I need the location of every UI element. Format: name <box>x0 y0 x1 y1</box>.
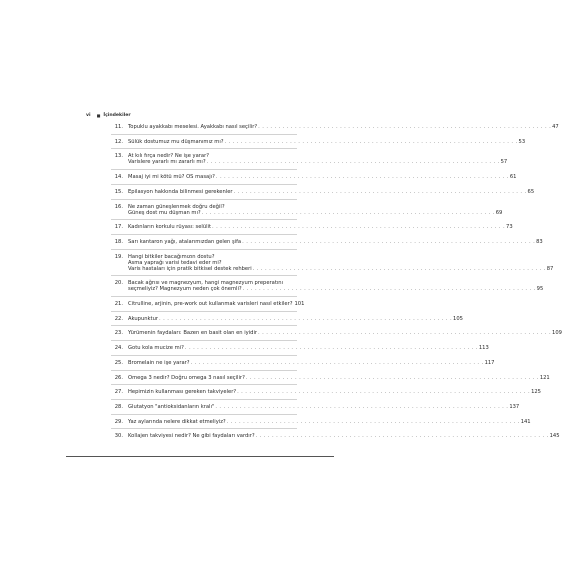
toc-entry-number: 28. <box>114 403 123 410</box>
toc-entry-title: Kadınların korkulu rüyası: selülit <box>128 224 212 231</box>
toc-entry-page: 53 <box>518 138 526 145</box>
toc-entry-number: 22. <box>114 315 123 322</box>
toc-entry-number: 23. <box>114 330 123 337</box>
toc-entry <box>111 188 535 195</box>
toc-entry-number: 13. <box>114 153 123 160</box>
toc-entry-title: Hepimizin kullanması gereken takviyeler? <box>128 389 237 396</box>
toc-entry-number: 16. <box>114 203 123 210</box>
separator-line <box>111 414 297 415</box>
page-number: vi <box>86 112 91 118</box>
toc-entry-number: 19. <box>114 253 123 260</box>
toc-entry-page: 69 <box>495 209 503 216</box>
toc-entry-number: 12. <box>114 138 123 145</box>
separator-line <box>111 134 297 135</box>
separator-line <box>111 311 297 312</box>
toc-entry-title: Epilasyon hakkında bilinmesi gerekenler <box>128 188 233 195</box>
toc-entry-number: 21. <box>114 301 123 307</box>
toc-entry-page: 101 <box>294 301 305 307</box>
square-bullet-icon: ■ <box>96 112 101 118</box>
toc-entry-number: 20. <box>114 280 123 287</box>
dot-leader: . . . . . . . . . . . . . . . . . . . . . . . . . . . . . . . . . . . . . . . . . . . . . . . . . . . . . . . . . . . . . . . . . . . . . . . . <box>252 265 546 272</box>
toc-entry-number: 29. <box>114 418 123 425</box>
toc-entry <box>111 374 550 381</box>
toc-entry-page: 87 <box>546 265 554 272</box>
toc-entry-page: 57 <box>500 159 508 166</box>
dot-leader: . . . . . . . . . . . . . . . . . . . . . . . . . . . . . . . . . . . . . . . . . . . . . . . . . . . . . . . . . . . . . . . . . . . . . . . . <box>258 124 552 130</box>
toc-entry <box>111 253 554 272</box>
toc-entry-title: At kılı fırça nedir? Ne işe yarar? <box>128 153 209 160</box>
dot-leader: . . . . . . . . . . . . . . . . . . . . . . . . . . . . . . . . . . . . . . . . . . . . . . . . . . . . . . . . . . . . . . . . . . . . . . . . <box>242 286 536 293</box>
toc-entry-page: 117 <box>484 359 495 366</box>
toc-entry-number: 27. <box>114 389 123 396</box>
dot-leader: . . . . . . . . . . . . . . . . . . . . . . . . . . . . . . . . . . . . . . . . . . . . . . . . . . . . . . . . . . . . . . . . . . . . . . . . <box>159 315 453 322</box>
toc-entry-title: Gotu kola mucize mi? <box>128 345 184 352</box>
dot-leader: . . . . . . . . . . . . . . . . . . . . . . . . . . . . . . . . . . . . . . . . . . . . . . . . . . . . . . . . . . . . . . . . . . . . . . . . <box>237 389 531 396</box>
toc-entry-title: Asma yaprağı varisi tedavi eder mi? <box>128 259 222 266</box>
separator-line <box>111 275 297 276</box>
toc-entry-number: 24. <box>114 345 123 352</box>
toc-entry <box>111 280 544 293</box>
separator-line <box>111 399 297 400</box>
toc-entry-title: Glutatyon "antioksidanların kralı" <box>128 403 215 410</box>
toc-entry-page: 137 <box>509 403 520 410</box>
toc-entry-number: 11. <box>114 124 123 130</box>
toc-entry-title: Akupunktur <box>128 315 159 322</box>
toc-entry-number: 26. <box>114 374 123 381</box>
toc-entry <box>111 124 559 130</box>
toc-entry <box>111 345 489 352</box>
separator-line <box>111 384 297 385</box>
separator-line <box>111 148 297 149</box>
toc-entry <box>111 403 520 410</box>
dot-leader: . . . . . . . . . . . . . . . . . . . . . . . . . . . . . . . . . . . . . . . . . . . . . . . . . . . . . . . . . . . . . . . . . . . . . . . . <box>245 374 539 381</box>
toc-entry-title: Ne zaman güneşlenmek doğru değil? <box>128 203 225 210</box>
toc-entry <box>111 203 503 216</box>
running-header <box>86 110 131 120</box>
toc-entry-page: 47 <box>552 124 559 130</box>
dot-leader: . . . . . . . . . . . . . . . . . . . . . . . . . . . . . . . . . . . . . . . . . . . . . . . . . . . . . . . . . . . . . . . . . . . . . . . . <box>224 138 518 145</box>
toc-entry-number: 14. <box>114 174 123 181</box>
dot-leader: . . . . . . . . . . . . . . . . . . . . . . . . . . . . . . . . . . . . . . . . . . . . . . . . . . . . . . . . . . . . . . . . . . . . . . . . <box>206 159 500 166</box>
toc-entry-number: 17. <box>114 224 123 231</box>
dot-leader: . . . . . . . . . . . . . . . . . . . . . . . . . . . . . . . . . . . . . . . . . . . . . . . . . . . . . . . . . . . . . . . . . . . . . . . . <box>212 224 506 231</box>
toc-entry-page: 65 <box>527 188 535 195</box>
separator-line <box>111 184 297 185</box>
toc-entry-page: 105 <box>453 315 463 322</box>
dot-leader: . . . . . . . . . . . . . . . . . . . . . . . . . . . . . . . . . . . . . . . . . . . . . . . . . . . . . . . . . . . . . . . . . . . . . . . . <box>255 433 549 440</box>
dot-leader: . . . . . . . . . . . . . . . . . . . . . . . . . . . . . . . . . . . . . . . . . . . . . . . . . . . . . . . . . . . . . . . . . . . . . . . . <box>215 174 509 181</box>
toc-entry <box>111 418 531 425</box>
separator-line <box>111 296 297 297</box>
toc-entry <box>111 359 495 366</box>
separator-line <box>111 355 297 356</box>
toc-entry <box>111 138 526 145</box>
toc-entry-title: Bacak ağrısı ve magnezyum, hangi magnezyum preperatını <box>128 280 284 287</box>
toc-entry <box>111 301 305 307</box>
section-title: İçindekiler <box>103 112 131 118</box>
toc-entry <box>111 153 508 166</box>
toc-entry-title: Yaz aylarında nelere dikkat etmeliyiz? <box>128 418 226 425</box>
separator-line <box>111 199 297 200</box>
toc-entry-title: Topuklu ayakkabı meselesi. Ayakkabı nasıl seçilir? <box>128 124 258 130</box>
dot-leader: . . . . . . . . . . . . . . . . . . . . . . . . . . . . . . . . . . . . . . . . . . . . . . . . . . . . . . . . . . . . . . . . . . . . . . . . <box>201 209 495 216</box>
toc-entry-title: Kollajen takviyesi nedir? Ne gibi faydaları vardır? <box>128 433 255 440</box>
dot-leader: . . . . . . . . . . . . . . . . . . . . . . . . . . . . . . . . . . . . . . . . . . . . . . . . . . . . . . . . . . . . . . . . . . . . . . . . <box>215 403 509 410</box>
footer-rule <box>66 456 334 457</box>
toc-entry <box>111 433 560 440</box>
toc-entry-title: Omega 3 nedir? Doğru omega 3 nasıl seçilir? <box>128 374 245 381</box>
toc-entry <box>111 238 543 245</box>
toc-entry-page: 83 <box>536 238 543 245</box>
toc-entry-title: Yürümenin faydaları: Bazen en basit olan en iyidir <box>128 330 258 337</box>
dot-leader: . . . . . . . . . . . . . . . . . . . . . . . . . . . . . . . . . . . . . . . . . . . . . . . . . . . . . . . . . . . . . . . . . . . . . . . . <box>226 418 520 425</box>
toc-entry-title: Sülük dostumuz mu düşmanımız mı? <box>128 138 224 145</box>
toc-entry-title: Sarı kantaron yağı, atalarımızdan gelen şifa <box>128 238 242 245</box>
toc-entry-page: 145 <box>549 433 560 440</box>
toc-entry-number: 18. <box>114 238 123 245</box>
separator-line <box>111 169 297 170</box>
toc-entry-title: Citrulline, arjinin, pre-work out kullanmak varisleri nasıl etkiler? <box>128 301 293 307</box>
toc-entry-page: 95 <box>536 286 544 293</box>
toc-entry <box>111 174 517 181</box>
toc-entry-title: Hangi bitkiler bacağımızın dostu? <box>128 253 215 260</box>
toc-entry-title: Güneş dost mu düşman mı? <box>128 209 201 216</box>
toc-entry <box>111 315 463 322</box>
toc-entry <box>111 330 562 337</box>
dot-leader: . . . . . . . . . . . . . . . . . . . . . . . . . . . . . . . . . . . . . . . . . . . . . . . . . . . . . . . . . . . . . . . . . . . . . . . . <box>184 345 478 352</box>
dot-leader: . . . . . . . . . . . . . . . . . . . . . . . . . . . . . . . . . . . . . . . . . . . . . . . . . . . . . . . . . . . . . . . . . . . . . . . . <box>258 330 552 337</box>
toc-entry-title: Varislere yararlı mı zararlı mı? <box>128 159 206 166</box>
separator-line <box>111 370 297 371</box>
dot-leader: . . . . . . . . . . . . . . . . . . . . . . . . . . . . . . . . . . . . . . . . . . . . . . . . . . . . . . . . . . . . . . . . . . . . . . . . <box>242 238 536 245</box>
toc-entry-title: Varis hastaları için pratik bitkisel destek rehberi <box>128 265 252 272</box>
toc-entry <box>111 224 513 231</box>
toc-entry-number: 25. <box>114 359 123 366</box>
separator-line <box>111 234 297 235</box>
toc-entry-title: seçmeliyiz? Magnezyum neden çok önemli? <box>128 286 242 293</box>
toc-entry-page: 141 <box>520 418 531 425</box>
toc-entry <box>111 389 541 396</box>
toc-entry-number: 15. <box>114 188 123 195</box>
toc-entry-page: 121 <box>539 374 550 381</box>
toc-entry-page: 61 <box>509 174 517 181</box>
separator-line <box>111 219 297 220</box>
toc-entry-page: 125 <box>531 389 541 396</box>
toc-entry-title: Bromelain ne işe yarar? <box>128 359 190 366</box>
separator-line <box>111 340 297 341</box>
separator-line <box>111 428 297 429</box>
dot-leader: . . . . . . . . . . . . . . . . . . . . . . . . . . . . . . . . . . . . . . . . . . . . . . . . . . . . . . . . . . . . . . . . . . . . . . . . <box>233 188 527 195</box>
toc-entry-number: 30. <box>114 433 123 440</box>
separator-line <box>111 325 297 326</box>
dot-leader: . . . . . . . . . . . . . . . . . . . . . . . . . . . . . . . . . . . . . . . . . . . . . . . . . . . . . . . . . . . . . . . . . . . . . . . . <box>190 359 484 366</box>
toc-entry-page: 109 <box>552 330 562 337</box>
toc-entry-page: 73 <box>506 224 513 231</box>
separator-line <box>111 249 297 250</box>
toc-entry-title: Masaj iyi mi kötü mü? OS masajı? <box>128 174 215 181</box>
toc-entry-page: 113 <box>478 345 489 352</box>
